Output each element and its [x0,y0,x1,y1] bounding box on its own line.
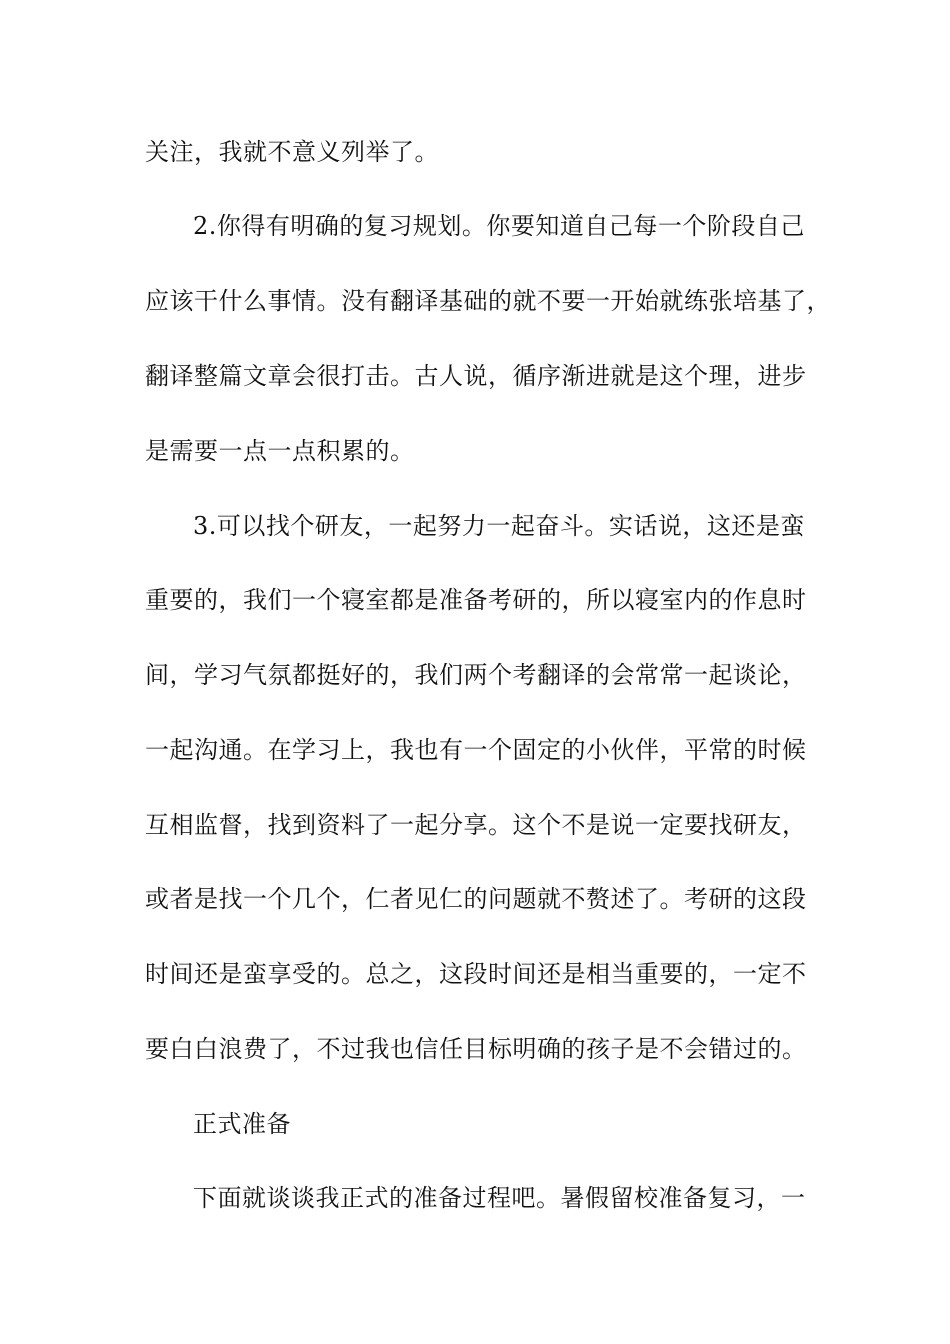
text-line: 间，学习气氛都挺好的，我们两个考翻译的会常常一起谈论， [145,661,807,689]
text-line: 3.可以找个研友，一起努力一起奋斗。实话说，这还是蛮 [193,512,805,540]
text-line: 2.你得有明确的复习规划。你要知道自己每一个阶段自己 [193,212,805,240]
text-line: 要白白浪费了，不过我也信任目标明确的孩子是不会错过的。 [145,1035,807,1063]
text-line: 翻译整篇文章会很打击。古人说，循序渐进就是这个理，进步 [145,362,807,390]
text-line: 时间还是蛮享受的。总之，这段时间还是相当重要的，一定不 [145,960,807,988]
text-line: 是需要一点一点积累的。 [145,437,415,465]
text-line: 应该干什么事情。没有翻译基础的就不要一开始就练张培基了， [145,287,831,315]
section-heading: 正式准备 [193,1110,291,1138]
text-line: 下面就谈谈我正式的准备过程吧。暑假留校准备复习，一 [193,1184,806,1212]
text-line: 或者是找一个几个，仁者见仁的问题就不赘述了。考研的这段 [145,885,807,913]
text-line: 关注，我就不意义列举了。 [145,138,439,166]
text-line: 互相监督，找到资料了一起分享。这个不是说一定要找研友， [145,811,807,839]
text-line: 一起沟通。在学习上，我也有一个固定的小伙伴，平常的时候 [145,736,807,764]
text-line: 重要的，我们一个寝室都是准备考研的，所以寝室内的作息时 [145,586,807,614]
